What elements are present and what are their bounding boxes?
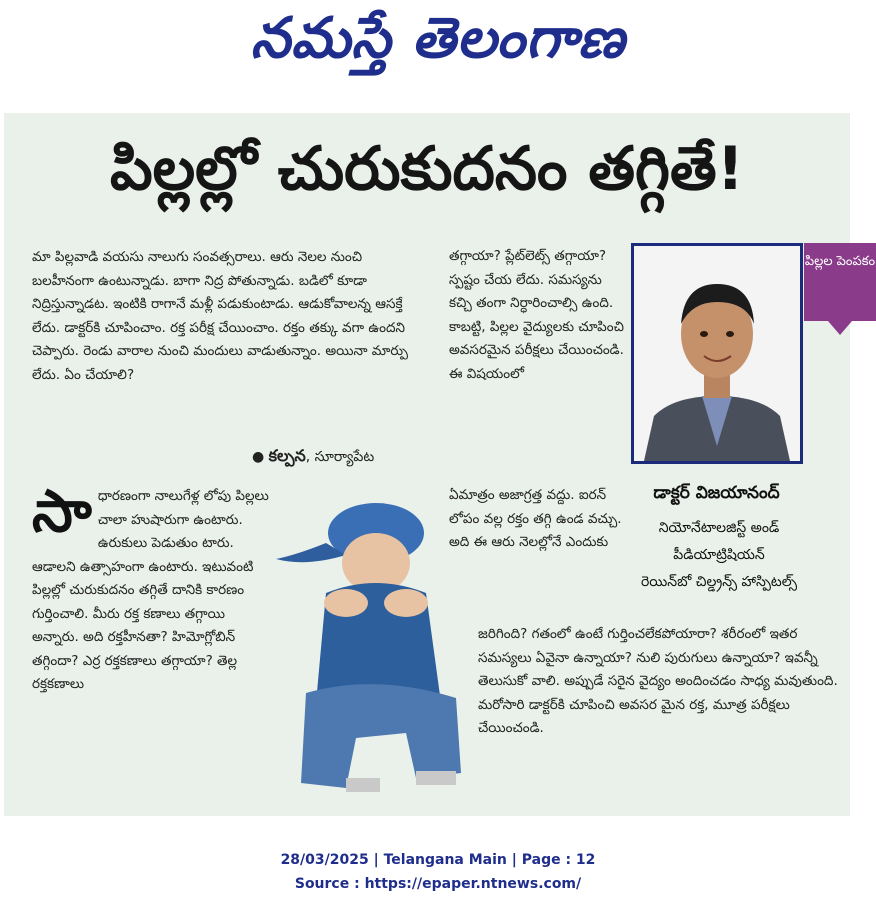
drop-cap: సా [32, 477, 92, 545]
doctor-name: డాక్టర్ విజయానంద్ [653, 483, 780, 503]
doctor-portrait-icon [634, 246, 800, 461]
doctor-role-3: రెయిన్‌బో చిల్డ్రన్స్ హాస్పిటల్స్ [640, 574, 798, 590]
masthead [0, 0, 876, 90]
doctor-credentials [614, 515, 824, 596]
byline-bullet: ● [252, 449, 269, 465]
byline-place: , సూర్యాపేట [305, 449, 375, 465]
byline-name: కల్పన [268, 446, 306, 465]
page-footer [0, 848, 876, 896]
edition-info: 28/03/2025 | Telangana Main | Page : 12 [280, 852, 596, 868]
answer-column-right: జరిగింది? గతంలో ఉంటే గుర్తించలేకపోయారా? శరీరంలో ఇతర సమస్యలు ఏవైనా ఉన్నాయా? నులి పురుగులు ఉన్నాయా? ఇవన్నీ తెలుసుకో వాలి. అప్పుడే సరైన వైద్యం అందించడం సాధ్య మవుతుంది. మరోసారి డాక్టర్‌కి చూపించి అవసర మైన రక్త, మూత్ర పరీక్షలు చేయించండి. [478, 626, 838, 736]
newspaper-title: నమస్తే తెలంగాణ [250, 6, 626, 71]
sad-boy-illustration-icon [266, 493, 476, 793]
byline [252, 446, 374, 469]
question-text: మా పిల్లవాడి వయసు నాలుగు సంవత్సరాలు. ఆరు నెలల నుంచి బలహీనంగా ఉంటున్నాడు. బాగా నిద్ర పోతున్నాడు. బడిలో కూడా నిద్రిస్తున్నాడట. ఇంటికి రాగానే మళ్లీ పడుకుంటాడు. ఆడుకోవాలన్న ఆసక్తే లేదు. డాక్టర్‌కి చూపించాం. రక్త పరీక్ష చేయించాం. రక్తం తక్కు వగా ఉందని చెప్పారు. రెండు వారాల నుంచి మందులు వాడుతున్నాం. అయినా మార్పు లేదు. ఏం చేయాలి? [32, 249, 408, 383]
answer-column-left [32, 477, 272, 697]
answer-left-text: ధారణంగా నాలుగేళ్ల లోపు పిల్లలు చాలా హుషారుగా ఉంటారు. ఉరుకులు పెడుతుం టారు. ఆడాలని ఉత్సాహంగా ఉంటారు. ఇటువంటి పిల్లల్లో చురుకుదనం తగ్గితే దానికి కారణం గుర్తించాలి. మీరు రక్త కణాలు తగ్గాయి అన్నారు. అది రక్తహీనతా? హిమోగ్లోబిన్ తగ్గిందా? ఎర్ర రక్తకణాలు తగ్గాయా? తెల్ల రక్తకణాలు [32, 488, 269, 692]
doctor-role-2: పీడియాట్రిషియన్ [673, 547, 765, 563]
doctor-role-1: నియోనేటాలజిస్ట్ అండ్ [658, 520, 780, 536]
category-tag: పిల్లల పెంపకం [804, 243, 876, 321]
doctor-photo [631, 243, 803, 464]
article-headline: పిల్లల్లో చురుకుదనం తగ్గితే! [109, 134, 745, 204]
answer-column-middle: ఏమాత్రం అజాగ్రత్త వద్దు. ఐరన్ లోపం వల్ల రక్తం తగ్గి ఉండ వచ్చు. అది ఈ ఆరు నెలల్లోనే ఎందుకు [449, 487, 622, 550]
source-link[interactable]: Source : https://epaper.ntnews.com/ [294, 876, 582, 892]
boy-photo [266, 493, 476, 793]
article-panel [4, 113, 876, 816]
answer-column-top: తగ్గాయా? ప్లేట్‌లెట్స్ తగ్గాయా? స్పష్టం చేయ లేదు. సమస్యను కచ్చి తంగా నిర్ధారించాల్సి ఉంది. కాబట్టి, పిల్లల వైద్యులకు చూపించి అవసరమైన పరీక్షలు చేయించండి. ఈ విషయంలో [449, 248, 624, 382]
